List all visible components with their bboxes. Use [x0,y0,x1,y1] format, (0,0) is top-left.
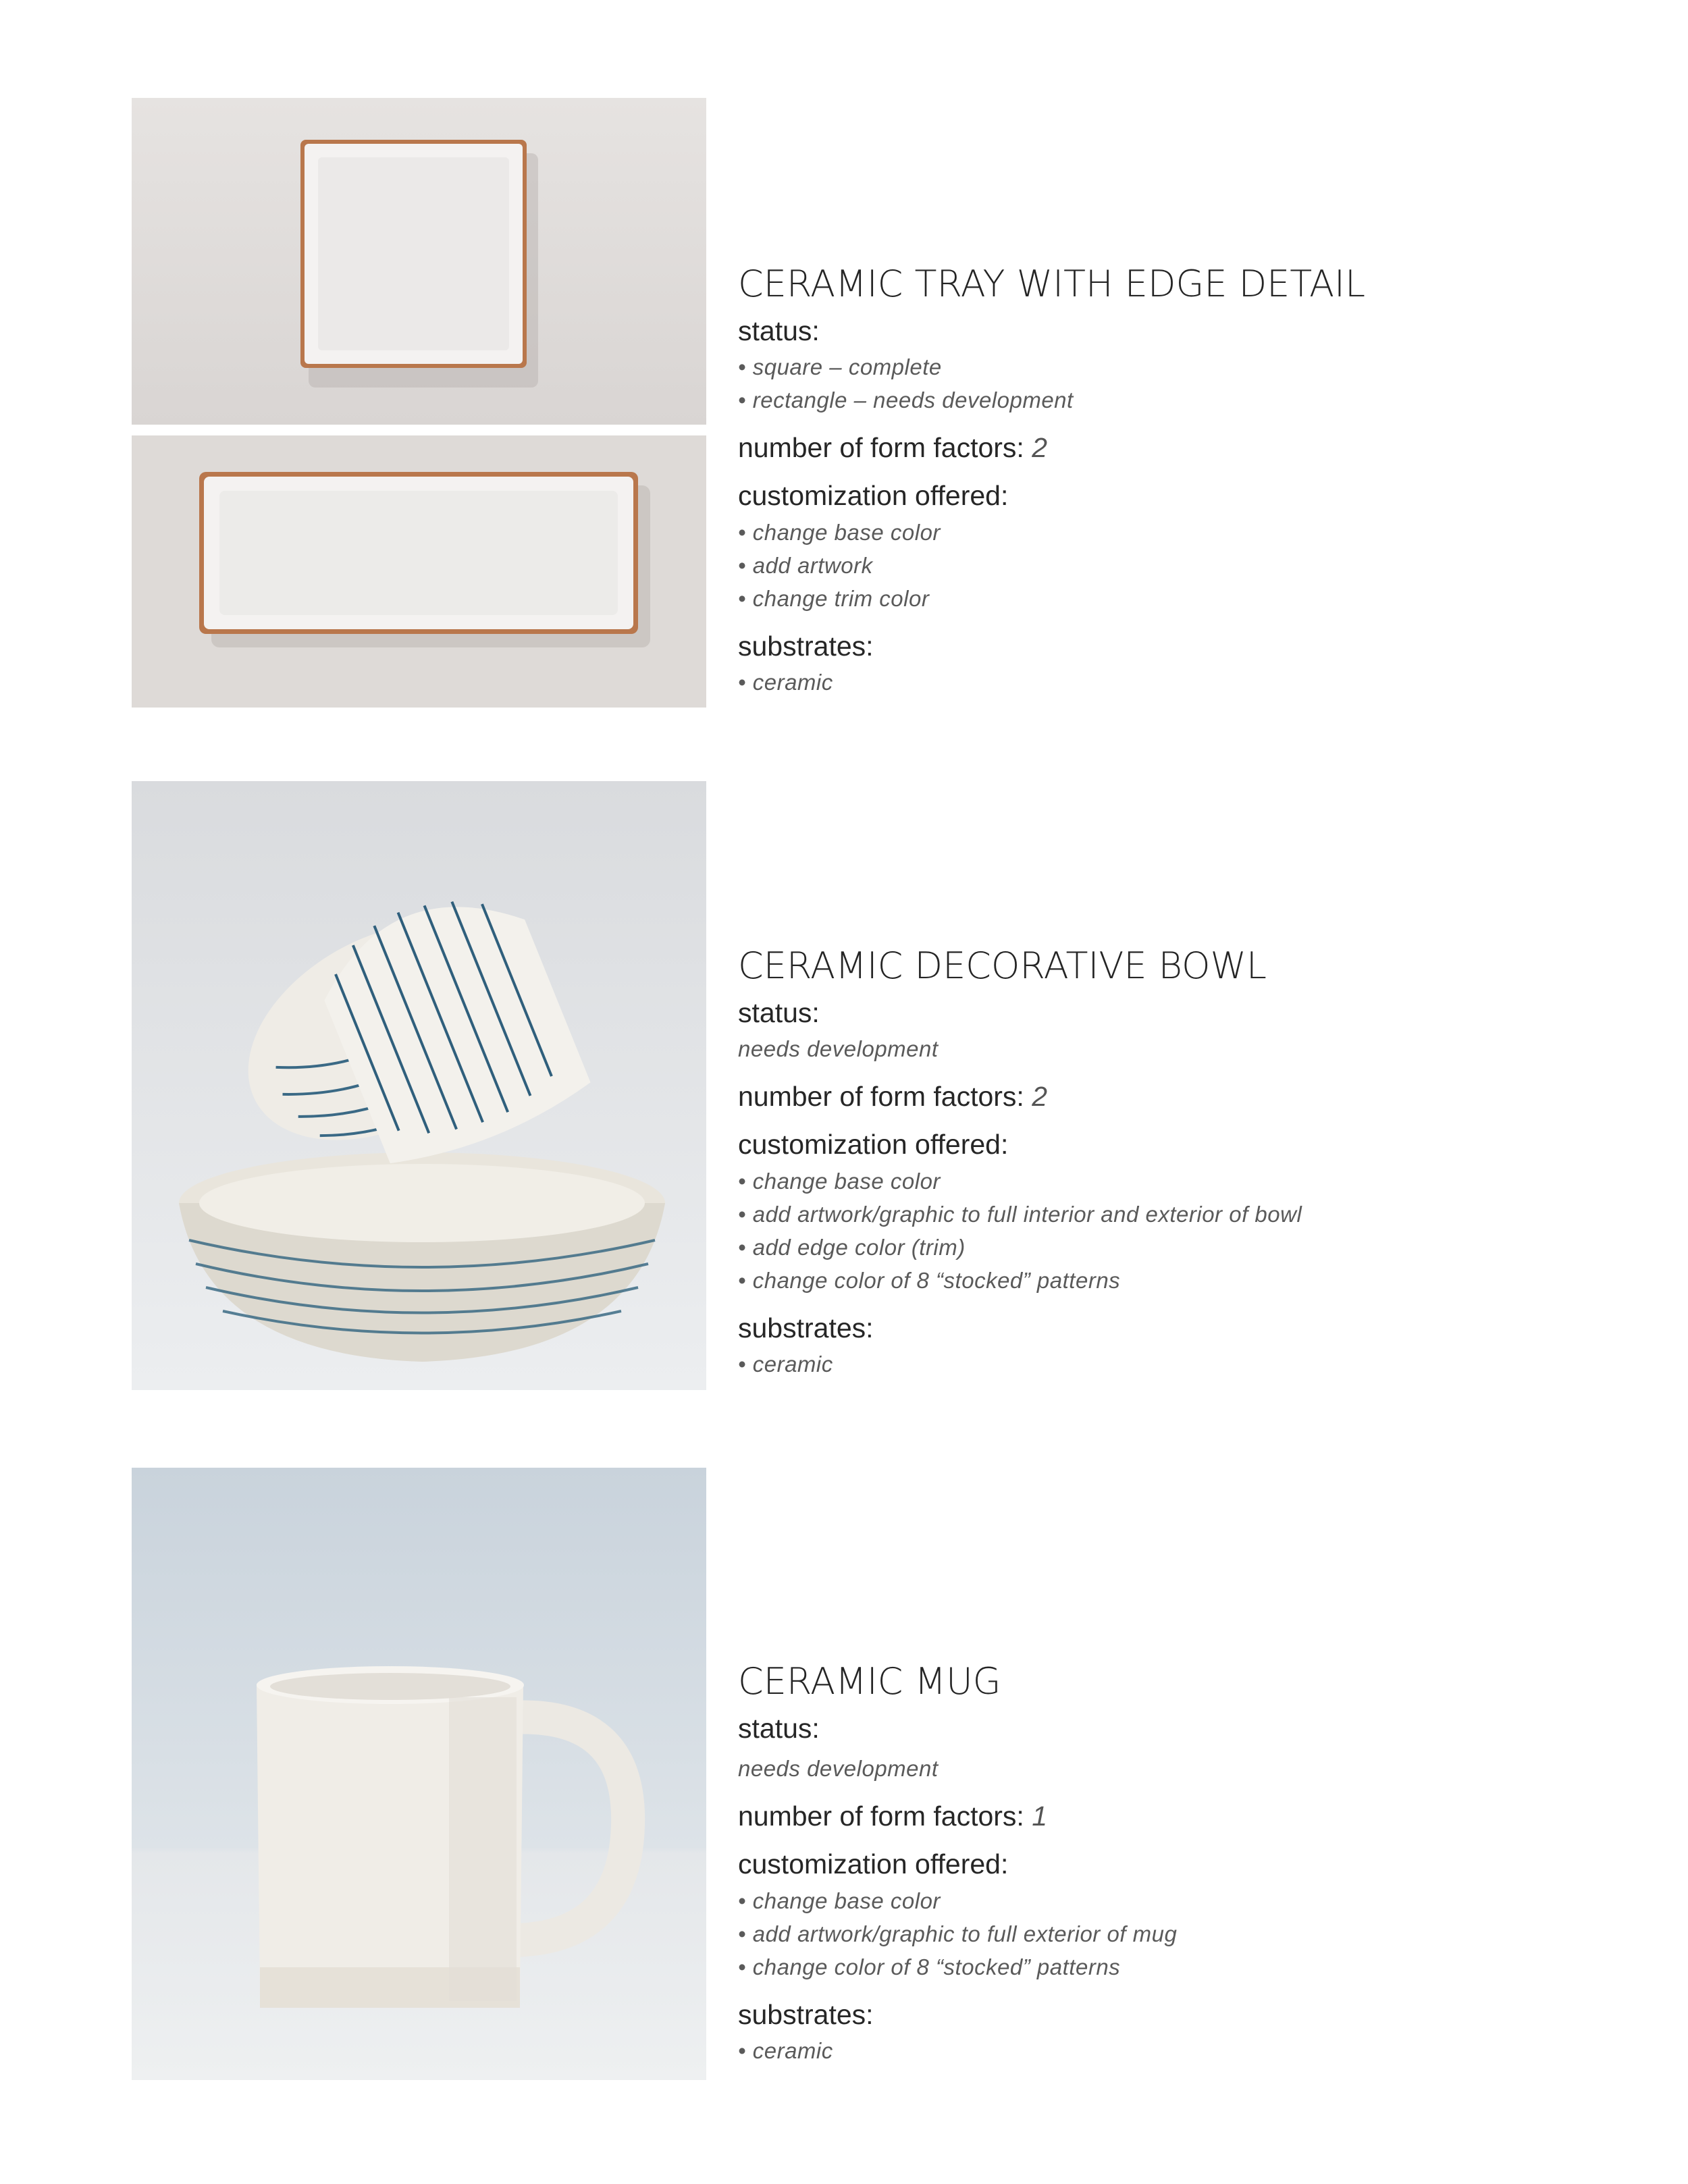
customization-list [738,1165,1616,1297]
bowl-photo [132,781,706,1390]
mug-photo [132,1468,706,2080]
customization-list [738,1884,1616,1983]
customization-label: customization offered: [738,1848,1009,1880]
form-factors-value: 1 [1032,1801,1048,1832]
status-list [738,350,1616,417]
substrates-label: substrates: [738,1312,874,1343]
list-item: • change base color [738,1888,941,1913]
list-item: • ceramic [738,1351,833,1377]
list-item: • rectangle – needs development [738,388,1074,413]
list-item: • change trim color [738,585,930,611]
customization-list [738,516,1616,615]
list-item: • add artwork/graphic to full interior and exterior of bowl [738,1201,1302,1227]
list-item: • ceramic [738,669,833,695]
list-item: • change base color [738,519,941,545]
form-factors-label: number of form factors: 1 [738,1801,1048,1832]
product-title: CERAMIC DECORATIVE BOWL [738,944,1267,987]
list-item: • change base color [738,1168,941,1194]
product-title: CERAMIC MUG [738,1660,1001,1703]
product-title: CERAMIC TRAY WITH EDGE DETAIL [738,263,1366,305]
customization-label: customization offered: [738,480,1009,512]
product-info-mug [738,1661,1616,2067]
customization-label: customization offered: [738,1129,1009,1161]
form-factors-value: 2 [1032,1081,1048,1113]
status-text: needs development [738,1756,939,1782]
square-tray-photo [132,98,706,425]
list-item: • add artwork [738,552,873,578]
status-label: status: [738,315,820,347]
list-item: • add edge color (trim) [738,1234,966,1260]
substrates-label: substrates: [738,1998,874,2030]
list-item: • ceramic [738,2037,833,2063]
form-factors-value: 2 [1032,432,1048,464]
form-factors-label: number of form factors: 2 [738,1081,1048,1113]
form-factors-label: number of form factors: 2 [738,432,1048,464]
status-label: status: [738,1713,820,1744]
list-item: • add artwork/graphic to full exterior of mug [738,1921,1178,1946]
substrates-list [738,666,1616,699]
product-info-bowl [738,945,1616,1381]
list-item: • change color of 8 “stocked” patterns [738,1954,1121,1979]
status-text: needs development [738,1036,939,1062]
substrates-list [738,1348,1616,1381]
substrates-list [738,2034,1616,2067]
list-item: • change color of 8 “stocked” patterns [738,1267,1121,1293]
product-info-tray [738,263,1616,699]
substrates-label: substrates: [738,630,874,662]
list-item: • square – complete [738,354,942,380]
rectangle-tray-photo [132,435,706,708]
status-label: status: [738,997,820,1029]
